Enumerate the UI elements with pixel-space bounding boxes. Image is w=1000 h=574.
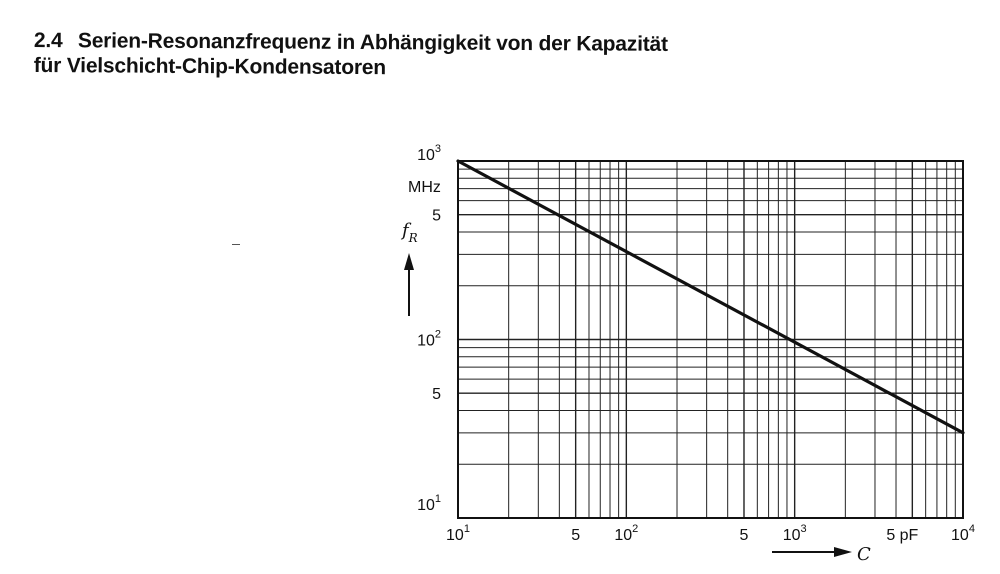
y-tick-label (417, 493, 441, 514)
y-tick-label (417, 329, 441, 350)
x-tick-exponent: 3 (800, 523, 807, 535)
y-unit-label: MHz (408, 179, 441, 196)
y-tick-base: 5 (432, 207, 441, 225)
section-number: 2.4 (33, 28, 63, 53)
y-axis-label-main: f (402, 220, 409, 241)
y-tick-labels (417, 143, 441, 514)
y-axis-label-subscript: R (408, 231, 418, 245)
x-axis-arrowhead (834, 547, 852, 557)
x-tick-exponent: 2 (632, 523, 639, 535)
axis-labels (400, 179, 871, 565)
y-tick-base: 10 (417, 332, 435, 350)
x-tick-base: 5 (739, 527, 749, 544)
y-tick-label (432, 386, 441, 403)
x-tick-label (571, 527, 580, 544)
x-tick-label (783, 523, 807, 544)
x-tick-label (740, 527, 749, 544)
x-tick-base: 10 (951, 527, 969, 544)
x-tick-base: 10 (782, 527, 801, 544)
x-tick-label (951, 523, 975, 544)
chart-series (458, 161, 963, 433)
title-line-2: für Vielschicht-Chip-Kondensatoren (33, 53, 387, 80)
x-tick-base: 5 pF (886, 527, 919, 544)
x-tick-base: 10 (446, 527, 464, 544)
y-tick-label (432, 208, 441, 225)
y-tick-label (417, 143, 441, 164)
y-tick-exponent: 3 (434, 143, 441, 155)
x-tick-label (446, 523, 470, 544)
x-tick-base: 5 (571, 527, 581, 544)
y-tick-base: 10 (417, 497, 435, 514)
y-tick-base: 5 (432, 386, 441, 404)
y-tick-exponent: 1 (434, 493, 441, 505)
y-axis-label (400, 220, 418, 245)
y-axis-arrowhead (404, 253, 414, 270)
x-tick-label (886, 527, 918, 544)
x-tick-exponent: 1 (463, 523, 470, 535)
x-tick-base: 10 (614, 527, 633, 544)
x-axis-label: C (857, 544, 871, 565)
x-tick-labels (446, 523, 975, 544)
x-tick-exponent: 4 (968, 523, 975, 535)
title-text: Serien-Resonanzfrequenz in Abhängigkeit von der Kapazität (77, 29, 668, 56)
y-tick-exponent: 2 (434, 328, 441, 341)
series-line (458, 161, 963, 433)
y-tick-base: 10 (417, 147, 435, 164)
x-tick-label (614, 523, 638, 544)
chart-grid (458, 161, 963, 518)
